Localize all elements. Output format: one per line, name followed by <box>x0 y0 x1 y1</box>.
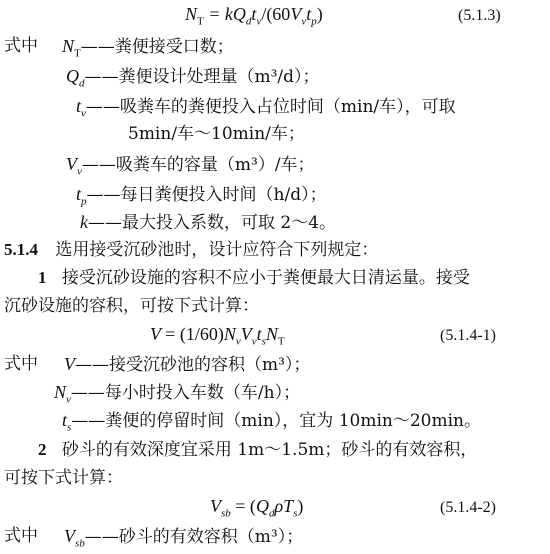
def-Vv: $V_v——$吸粪车的容量（m³）/车； <box>66 154 315 178</box>
def-tv-cont: 5min/车～10min/车； <box>128 124 305 144</box>
equation-number-5-1-4-1: (5.1.4-1) <box>440 327 496 344</box>
formula-5-1-4-2: $V_{sb} = (Q_d\rho T_s)$ <box>210 496 304 520</box>
where-label: 式中 <box>4 36 38 56</box>
section-number: 5.1.4 <box>4 240 38 259</box>
formula-5-1-3: $N_T = kQ_dt_v/(60V_vt_p)$ <box>185 4 323 28</box>
def-Vsb-desc: ——砂斗的有效容积（m³）； <box>84 527 304 547</box>
def-Nv: $N_v——$每小时投入车数（车/h）； <box>54 382 301 406</box>
item-2-line-1 <box>38 440 477 460</box>
def-Qd: $Q_d——$粪便设计处理量（m³/d）； <box>66 66 320 90</box>
def-ts: $t_s——$粪便的停留时间（min），宜为 10min～20min。 <box>62 410 481 434</box>
def-V: V——接受沉砂池的容积（m³）； <box>64 354 311 375</box>
def-tv: $t_v——$吸粪车的粪便投入占位时间（min/车），可取 <box>76 96 456 120</box>
item-1-line-1 <box>38 268 470 288</box>
item-2-number: 2 <box>38 440 47 459</box>
formula-5-1-4-1: $V = (1/60)N_vV_vt_sN_T$ <box>150 324 285 348</box>
def-tv-desc: ——吸粪车的粪便投入占位时间（min/车），可取 <box>85 97 456 117</box>
def-Nv-desc: ——每小时投入车数（车/h）； <box>70 383 301 403</box>
def-V-desc: ——接受沉砂池的容积（m³）； <box>75 355 311 375</box>
section-title: 选用接受沉砂池时，设计应符合下列规定： <box>55 240 379 260</box>
item-2-line-2: 可按下式计算： <box>4 468 123 488</box>
item-1-line-2: 沉砂设施的容积，可按下式计算： <box>4 296 259 316</box>
def-Vv-desc: ——吸粪车的容量（m³）/车； <box>81 155 315 175</box>
def-k: k——最大投入系数，可取 2～4。 <box>80 212 337 233</box>
def-NT: $N_T——$粪便接受口数； <box>62 36 234 60</box>
equation-number-5-1-3: (5.1.3) <box>458 7 501 24</box>
item-1-text: 接受沉砂设施的容积不应小于粪便最大日清运量。接受 <box>61 268 470 288</box>
equation-number-5-1-4-2: (5.1.4-2) <box>440 499 496 516</box>
where-label-3: 式中 <box>4 526 38 546</box>
def-tp: $t_p——$每日粪便投入时间（h/d）； <box>76 184 327 208</box>
def-Qd-desc: ——粪便设计处理量（m³/d）； <box>84 67 320 87</box>
def-ts-desc: ——粪便的停留时间（min），宜为 10min～20min。 <box>71 411 481 431</box>
def-Vsb: $V_{sb}——$砂斗的有效容积（m³）； <box>64 526 304 550</box>
section-5-1-4-heading <box>4 240 378 260</box>
where-label-2: 式中 <box>4 354 38 374</box>
def-NT-desc: ——粪便接受口数； <box>80 37 234 57</box>
item-2-text: 砂斗的有效深度宜采用 1m～1.5m；砂斗的有效容积， <box>61 440 478 460</box>
item-1-number: 1 <box>38 268 47 287</box>
def-k-desc: ——最大投入系数，可取 2～4。 <box>88 213 337 233</box>
def-tp-desc: ——每日粪便投入时间（h/d）； <box>86 185 327 205</box>
